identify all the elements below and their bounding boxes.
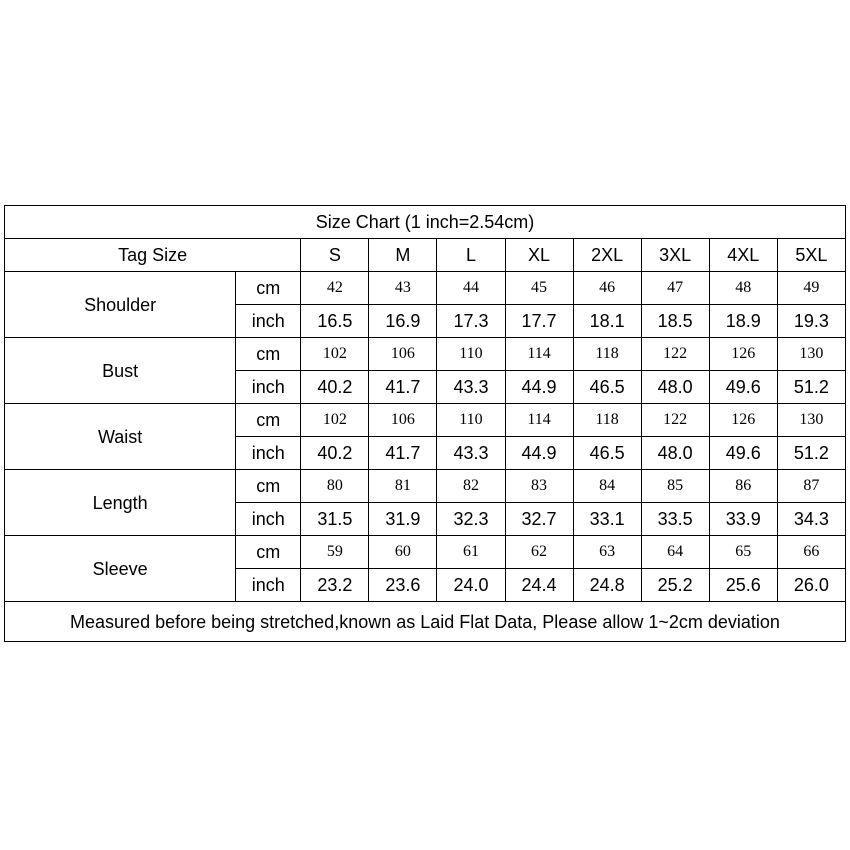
measurement-value: 45 <box>505 272 573 305</box>
unit-label: inch <box>236 437 301 470</box>
measurement-value: 61 <box>437 536 505 569</box>
size-header: 3XL <box>641 239 709 272</box>
measurement-value: 41.7 <box>369 371 437 404</box>
measurement-value: 16.5 <box>301 305 369 338</box>
measurement-value: 16.9 <box>369 305 437 338</box>
measurement-value: 46.5 <box>573 371 641 404</box>
measurement-value: 48.0 <box>641 371 709 404</box>
measurement-value: 62 <box>505 536 573 569</box>
measurement-value: 118 <box>573 404 641 437</box>
measurement-value: 40.2 <box>301 437 369 470</box>
unit-label: cm <box>236 404 301 437</box>
measurement-value: 33.1 <box>573 503 641 536</box>
measurement-name: Length <box>5 470 236 536</box>
tag-size-label: Tag Size <box>5 239 301 272</box>
measurement-value: 118 <box>573 338 641 371</box>
size-header: L <box>437 239 505 272</box>
chart-title: Size Chart (1 inch=2.54cm) <box>5 206 846 239</box>
measurement-value: 49.6 <box>709 371 777 404</box>
measurement-value: 106 <box>369 338 437 371</box>
measurement-value: 65 <box>709 536 777 569</box>
measurement-value: 80 <box>301 470 369 503</box>
measurement-value: 86 <box>709 470 777 503</box>
title-row <box>5 206 846 239</box>
measurement-value: 126 <box>709 404 777 437</box>
measurement-row-cm <box>5 536 846 569</box>
measurement-row-cm <box>5 338 846 371</box>
unit-label: cm <box>236 272 301 305</box>
unit-label: inch <box>236 305 301 338</box>
measurement-row-cm <box>5 404 846 437</box>
measurement-name: Shoulder <box>5 272 236 338</box>
measurement-value: 87 <box>777 470 845 503</box>
measurement-value: 34.3 <box>777 503 845 536</box>
measurement-name: Waist <box>5 404 236 470</box>
measurement-value: 110 <box>437 338 505 371</box>
measurement-value: 48.0 <box>641 437 709 470</box>
measurement-value: 46 <box>573 272 641 305</box>
size-header: XL <box>505 239 573 272</box>
measurement-value: 23.6 <box>369 569 437 602</box>
measurement-value: 110 <box>437 404 505 437</box>
measurement-value: 43.3 <box>437 371 505 404</box>
measurement-value: 32.3 <box>437 503 505 536</box>
measurement-value: 44.9 <box>505 437 573 470</box>
measurement-value: 25.6 <box>709 569 777 602</box>
measurements-body <box>5 272 846 602</box>
measurement-row-cm <box>5 470 846 503</box>
size-header: M <box>369 239 437 272</box>
unit-label: inch <box>236 503 301 536</box>
measurement-value: 18.5 <box>641 305 709 338</box>
measurement-value: 63 <box>573 536 641 569</box>
measurement-value: 17.3 <box>437 305 505 338</box>
size-header: 5XL <box>777 239 845 272</box>
measurement-value: 24.0 <box>437 569 505 602</box>
measurement-value: 44.9 <box>505 371 573 404</box>
measurement-value: 33.5 <box>641 503 709 536</box>
measurement-value: 114 <box>505 338 573 371</box>
measurement-value: 114 <box>505 404 573 437</box>
measurement-value: 122 <box>641 338 709 371</box>
measurement-row-cm <box>5 272 846 305</box>
unit-label: cm <box>236 470 301 503</box>
measurement-name: Bust <box>5 338 236 404</box>
measurement-value: 81 <box>369 470 437 503</box>
measurement-value: 40.2 <box>301 371 369 404</box>
unit-label: cm <box>236 338 301 371</box>
measurement-value: 49.6 <box>709 437 777 470</box>
measurement-value: 85 <box>641 470 709 503</box>
measurement-value: 19.3 <box>777 305 845 338</box>
measurement-value: 66 <box>777 536 845 569</box>
measurement-value: 130 <box>777 338 845 371</box>
size-chart-table <box>4 205 846 642</box>
measurement-value: 43 <box>369 272 437 305</box>
measurement-name: Sleeve <box>5 536 236 602</box>
measurement-value: 49 <box>777 272 845 305</box>
measurement-value: 47 <box>641 272 709 305</box>
size-header-row <box>5 239 846 272</box>
measurement-value: 43.3 <box>437 437 505 470</box>
measurement-value: 32.7 <box>505 503 573 536</box>
footer-row <box>5 602 846 642</box>
measurement-value: 84 <box>573 470 641 503</box>
measurement-value: 48 <box>709 272 777 305</box>
size-header: 4XL <box>709 239 777 272</box>
measurement-value: 51.2 <box>777 437 845 470</box>
measurement-value: 18.1 <box>573 305 641 338</box>
measurement-value: 59 <box>301 536 369 569</box>
measurement-value: 51.2 <box>777 371 845 404</box>
measurement-value: 41.7 <box>369 437 437 470</box>
measurement-value: 25.2 <box>641 569 709 602</box>
measurement-value: 33.9 <box>709 503 777 536</box>
measurement-value: 102 <box>301 338 369 371</box>
measurement-value: 18.9 <box>709 305 777 338</box>
measurement-value: 46.5 <box>573 437 641 470</box>
measurement-value: 31.9 <box>369 503 437 536</box>
measurement-value: 42 <box>301 272 369 305</box>
measurement-value: 24.8 <box>573 569 641 602</box>
unit-label: inch <box>236 371 301 404</box>
measurement-value: 23.2 <box>301 569 369 602</box>
measurement-value: 126 <box>709 338 777 371</box>
measurement-value: 106 <box>369 404 437 437</box>
unit-label: inch <box>236 569 301 602</box>
measurement-value: 83 <box>505 470 573 503</box>
measurement-value: 64 <box>641 536 709 569</box>
size-header: S <box>301 239 369 272</box>
measurement-value: 26.0 <box>777 569 845 602</box>
measurement-value: 44 <box>437 272 505 305</box>
measurement-value: 130 <box>777 404 845 437</box>
measurement-value: 102 <box>301 404 369 437</box>
measurement-value: 60 <box>369 536 437 569</box>
measurement-value: 122 <box>641 404 709 437</box>
unit-label: cm <box>236 536 301 569</box>
measurement-value: 17.7 <box>505 305 573 338</box>
measurement-value: 24.4 <box>505 569 573 602</box>
measurement-value: 31.5 <box>301 503 369 536</box>
size-header: 2XL <box>573 239 641 272</box>
measurement-value: 82 <box>437 470 505 503</box>
footer-note: Measured before being stretched,known as Laid Flat Data, Please allow 1~2cm deviation <box>5 602 846 642</box>
